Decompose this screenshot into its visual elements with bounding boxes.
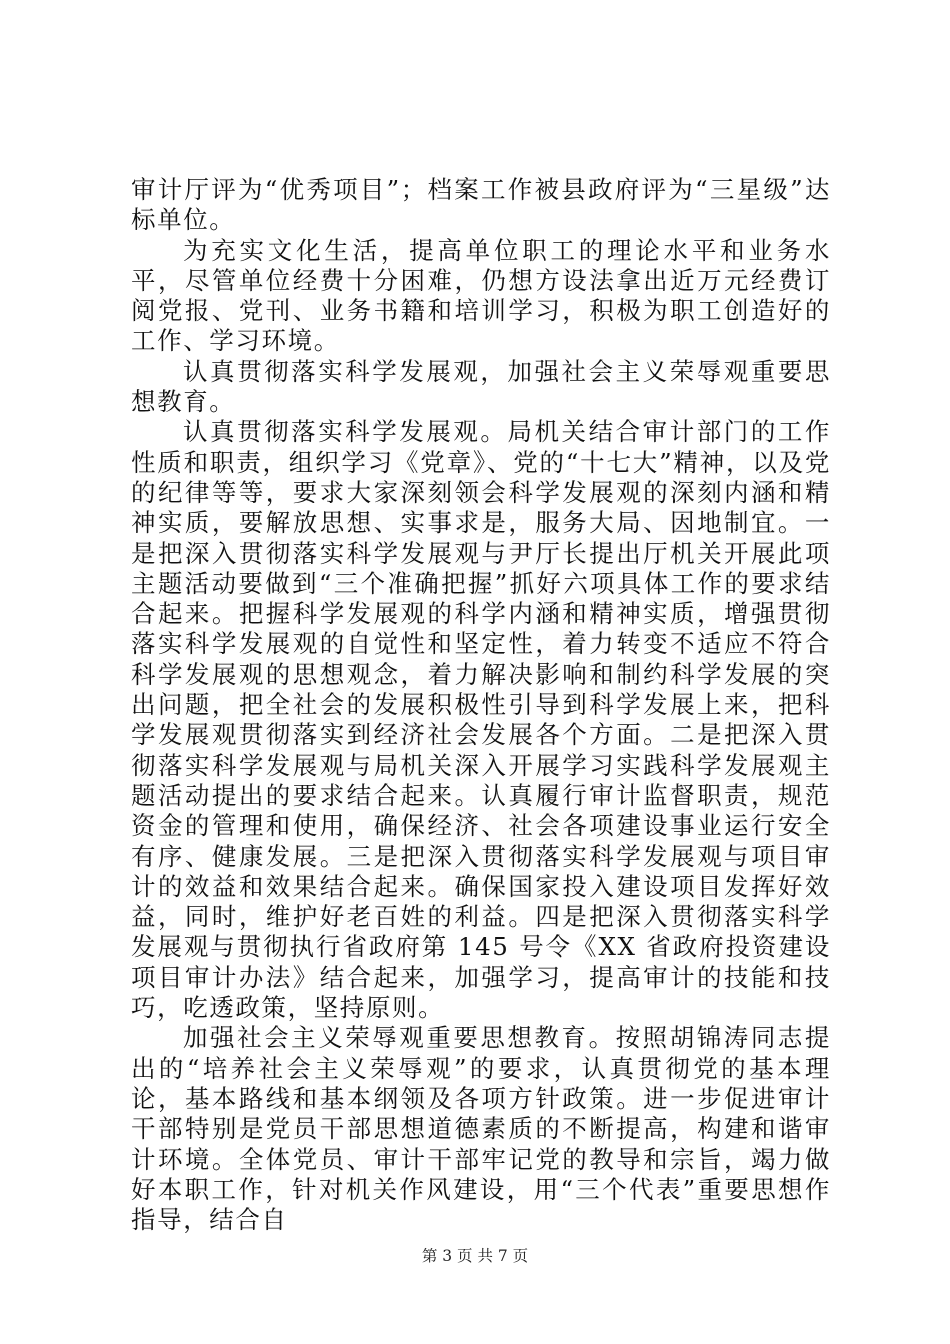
paragraph-1: 审计厅评为“优秀项目”；档案工作被县政府评为“三星级”达标单位。	[131, 175, 831, 235]
paragraph-5: 加强社会主义荣辱观重要思想教育。按照胡锦涛同志提出的“培养社会主义荣辱观”的要求，认真贯彻党的基本理论，基本路线和基本纲领及各项方针政策。进一步促进审计干部特别是党员干部思想道德素质的不断提高，构建和谐审计环境。全体党员、审计干部牢记党的教导和宗旨，竭力做好本职工作，针对机关作风建设，用“三个代表”重要思想作指导，结合自	[131, 1023, 831, 1235]
paragraph-2: 为充实文化生活，提高单位职工的理论水平和业务水平，尽管单位经费十分困难，仍想方设法拿出近万元经费订阅党报、党刊、业务书籍和培训学习，积极为职工创造好的工作、学习环境。	[131, 235, 831, 356]
page-footer	[0, 1246, 950, 1266]
paragraph-3-heading: 认真贯彻落实科学发展观，加强社会主义荣辱观重要思想教育。	[131, 356, 831, 417]
page-number: 第 3 页 共 7 页	[421, 1247, 529, 1265]
document-body	[131, 175, 831, 1235]
paragraph-4: 认真贯彻落实科学发展观。局机关结合审计部门的工作性质和职责，组织学习《党章》、党的“十七大”精神，以及党的纪律等等，要求大家深刻领会科学发展观的深刻内涵和精神实质，要解放思想、实事求是，服务大局、因地制宜。一是把深入贯彻落实科学发展观与尹厅长提出厅机关开展此项主题活动要做到“三个准确把握”抓好六项具体工作的要求结合起来。把握科学发展观的科学内涵和精神实质，增强贯彻落实科学发展观的自觉性和坚定性，着力转变不适应不符合科学发展观的思想观念，着力解决影响和制约科学发展的突出问题，把全社会的发展积极性引导到科学发展上来，把科学发展观贯彻落实到经济社会发展各个方面。二是把深入贯彻落实科学发展观与局机关深入开展学习实践科学发展观主题活动提出的要求结合起来。认真履行审计监督职责，规范资金的管理和使用，确保经济、社会各项建设事业运行安全有序、健康发展。三是把深入贯彻落实科学发展观与项目审计的效益和效果结合起来。确保国家投入建设项目发挥好效益，同时，维护好老百姓的利益。四是把深入贯彻落实科学发展观与贯彻执行省政府第 145 号令《XX 省政府投资建设项目审计办法》结合起来，加强学习，提高审计的技能和技巧，吃透政策，坚持原则。	[131, 417, 831, 1023]
